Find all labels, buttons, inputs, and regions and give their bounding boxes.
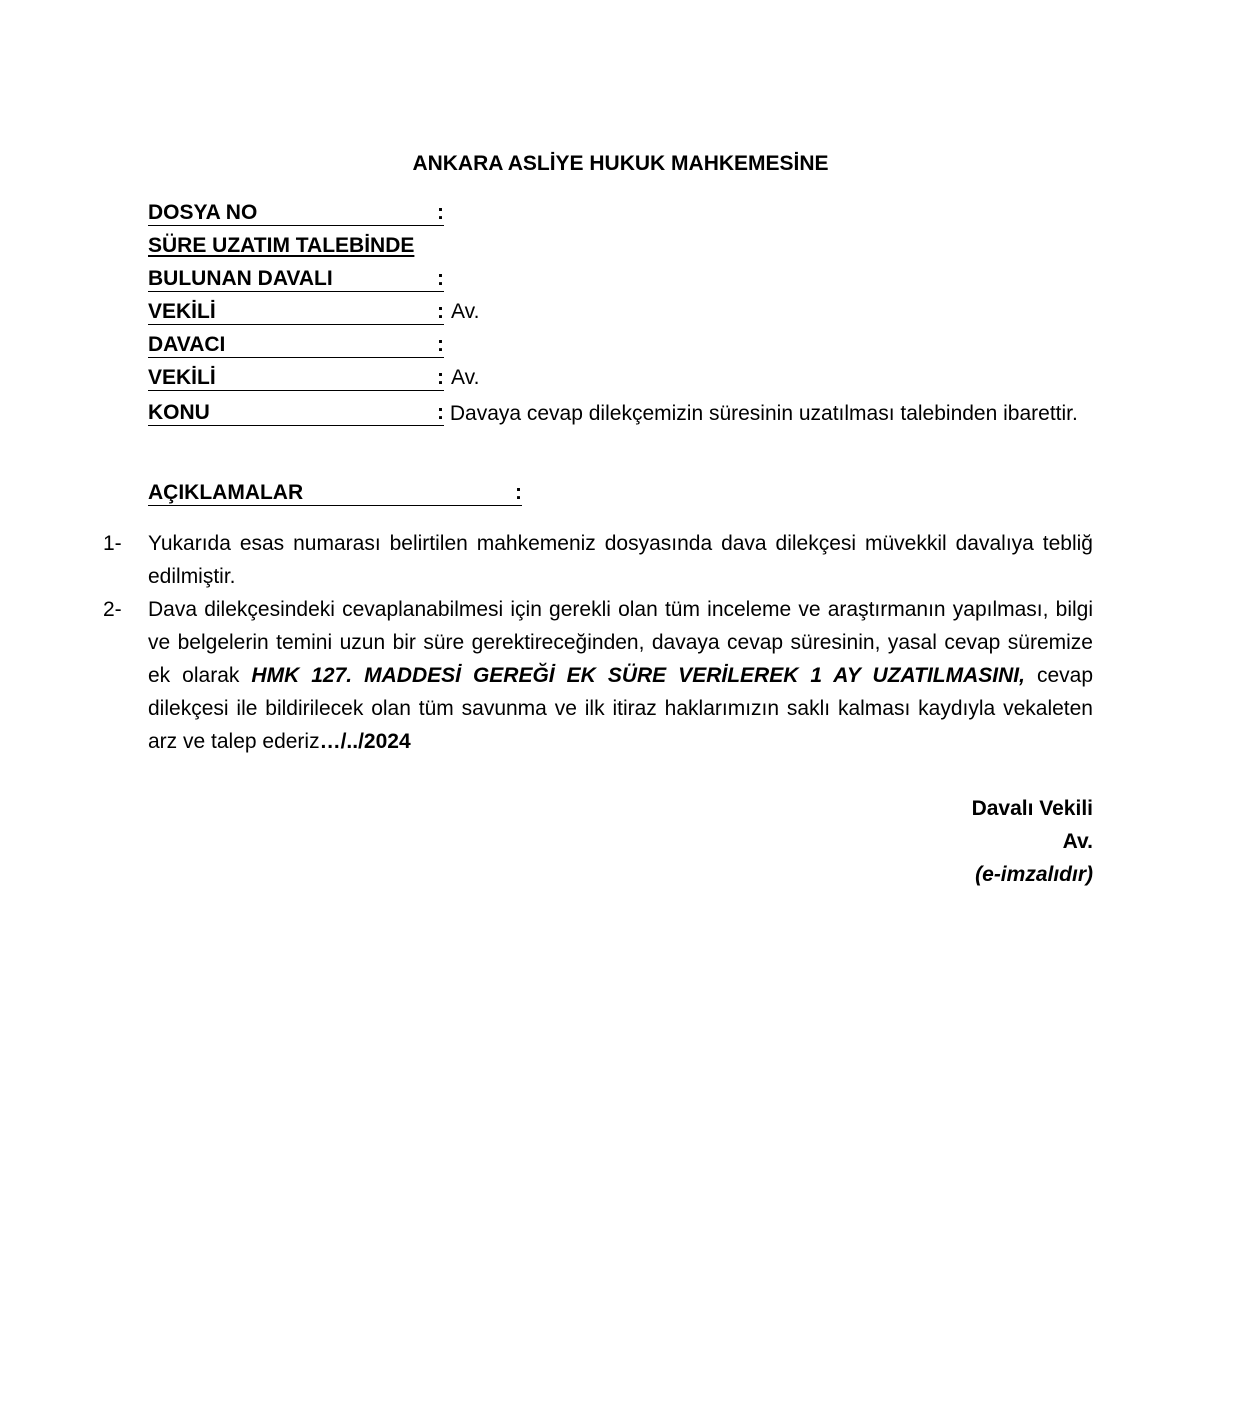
field-colon: : [437,366,444,389]
field-colon: : [437,333,444,356]
field-label: DOSYA NO [148,201,258,224]
request-date: …/../2024 [319,730,411,753]
signature-block [972,792,1093,891]
field-value: Av. [451,300,480,323]
field-label: SÜRE UZATIM TALEBİNDE [148,234,415,257]
list-item-text: Yukarıda esas numarası belirtilen mahkemeniz dosyasında dava dilekçesi müvekkil davalıya tebliğ edilmiştir. [148,532,1093,588]
signature-role: Davalı Vekili [971,797,1093,820]
field-davali-vekili [148,298,1093,331]
court-title: ANKARA ASLİYE HUKUK MAHKEMESİNE [412,152,829,175]
request-text-after: cevap dilekçesi ile bildirilecek olan tüm savunma ve ilk itiraz haklarımızın saklı kalması kaydıyla vekaleten arz ve talep ederiz [148,664,1094,753]
list-item-number: 1- [103,532,122,555]
section-colon: : [515,481,522,504]
field-colon: : [437,401,444,424]
list-item [103,593,1093,758]
field-label: VEKİLİ [148,366,216,389]
signature-note: (e-imzalıdır) [975,863,1093,886]
field-davaci [148,331,1093,364]
field-label: KONU [148,401,210,424]
field-colon: : [437,300,444,323]
list-item [103,527,1093,593]
list-item-text [148,593,1093,758]
aciklamalar-heading [148,479,522,506]
field-konu [148,397,1093,430]
signature-name: Av. [1062,830,1093,853]
case-fields [148,199,1093,397]
field-label: BULUNAN DAVALI [148,267,333,290]
field-sure-uzatim [148,232,1093,265]
section-label: AÇIKLAMALAR [148,481,304,504]
field-dosya-no [148,199,1093,232]
request-emphasis: HMK 127. MADDESİ GEREĞİ EK SÜRE VERİLEREK 1 AY UZATILMASINI, [251,664,1025,687]
field-davaci-vekili [148,364,1093,397]
field-value: Av. [451,366,480,389]
field-label: VEKİLİ [148,300,216,323]
request-text-before: Dava dilekçesindeki cevaplanabilmesi için gerekli olan tüm inceleme ve araştırmanın yapılması, bilgi ve belgelerin temini uzun bir süre gerektireceğinden, davaya cevap süresinin, yasal cevap süremize ek olarak [148,598,1093,687]
field-colon: : [437,201,444,224]
field-bulunan-davali [148,265,1093,298]
field-label: DAVACI [148,333,226,356]
field-colon: : [437,267,444,290]
field-value: Davaya cevap dilekçemizin süresinin uzatılması talebinden ibarettir. [449,402,1078,425]
list-item-number: 2- [103,598,122,621]
